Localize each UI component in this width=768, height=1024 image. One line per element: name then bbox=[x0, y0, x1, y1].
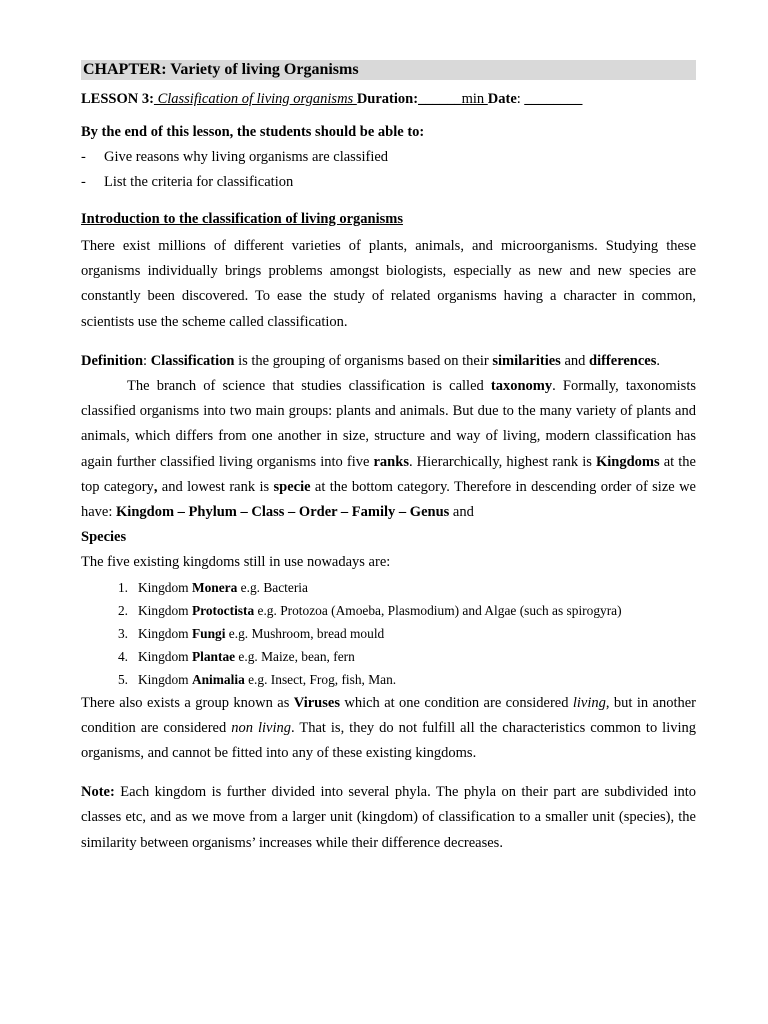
objectives-title: By the end of this lesson, the students should be able to: bbox=[81, 124, 425, 140]
duration-blank: ______ bbox=[418, 91, 462, 107]
chapter-heading bbox=[81, 60, 696, 80]
chapter-title: Variety of living Organisms bbox=[170, 61, 359, 78]
note-paragraph: Note: Each kingdom is further divided into several phyla. The phyla on their part are subdivided into classes etc, and as we move from a larger unit (kingdom) of classification to a smaller unit (species), the similarity between organisms’ increases while their difference decreases. bbox=[81, 784, 696, 851]
duration-unit: min bbox=[461, 91, 488, 107]
intro-paragraph: There exist millions of different varieties of plants, animals, and microorganisms. Studying these organisms individually brings problems amongst biologists, especially as new and new species are constantly been discovered. To ease the study of related organisms having a character in common, scientists use the scheme called classification. bbox=[81, 238, 696, 330]
viruses-paragraph: There also exists a group known as Viruses which at one condition are considered living, but in another condition are considered non living. That is, they do not fulfill all the characteristics common to living organisms, and cannot be fitted into any of these existing kingdoms. bbox=[81, 694, 697, 762]
list-item: 4. Kingdom Plantae e.g. Maize, bean, fern bbox=[117, 648, 355, 664]
lesson-label: LESSON 3: bbox=[81, 91, 154, 107]
objective-item: - Give reasons why living organisms are classified bbox=[81, 149, 389, 165]
lesson-line: LESSON 3: Classification of living organisms Duration:______min Date: ________ bbox=[81, 91, 583, 107]
kingdoms-intro: The five existing kingdoms still in use nowadays are: bbox=[81, 554, 391, 571]
date-blank: ________ bbox=[524, 91, 583, 107]
duration-label: Duration bbox=[356, 91, 414, 107]
lesson-title: Classification of living organisms bbox=[153, 91, 357, 107]
date-label: Date bbox=[487, 91, 517, 107]
objective-item: - List the criteria for classification bbox=[81, 174, 294, 190]
list-item: 5. Kingdom Animalia e.g. Insect, Frog, fish, Man. bbox=[117, 671, 397, 687]
intro-heading: Introduction to the classification of living organisms bbox=[81, 211, 403, 227]
chapter-label: CHAPTER: bbox=[83, 61, 167, 78]
list-item: 1. Kingdom Monera e.g. Bacteria bbox=[117, 579, 308, 595]
definition-paragraph: Definition: Classification is the grouping of organisms based on their similarities and differences. bbox=[81, 352, 661, 369]
taxonomy-paragraph: The branch of science that studies classification is called taxonomy. Formally, taxonomists classified organisms into two main groups: plants and animals. But due to the many variety of plants and animals, which differs from one another in size, structure and way of living, modern classification has again further classified living organisms into five ranks. Hierarchically, highest rank is Kingdoms at the top category, and lowest rank is specie at the bottom category. Therefore in descending order of size we have: Kingdom – Phylum – Class – Order – Family – Genus and Species bbox=[81, 378, 697, 546]
list-item: 3. Kingdom Fungi e.g. Mushroom, bread mould bbox=[117, 625, 385, 641]
kingdom-list bbox=[81, 576, 696, 691]
document-content bbox=[81, 60, 696, 856]
list-item: 2. Kingdom Protoctista e.g. Protozoa (Amoeba, Plasmodium) and Algae (such as spirogyra) bbox=[117, 602, 622, 618]
